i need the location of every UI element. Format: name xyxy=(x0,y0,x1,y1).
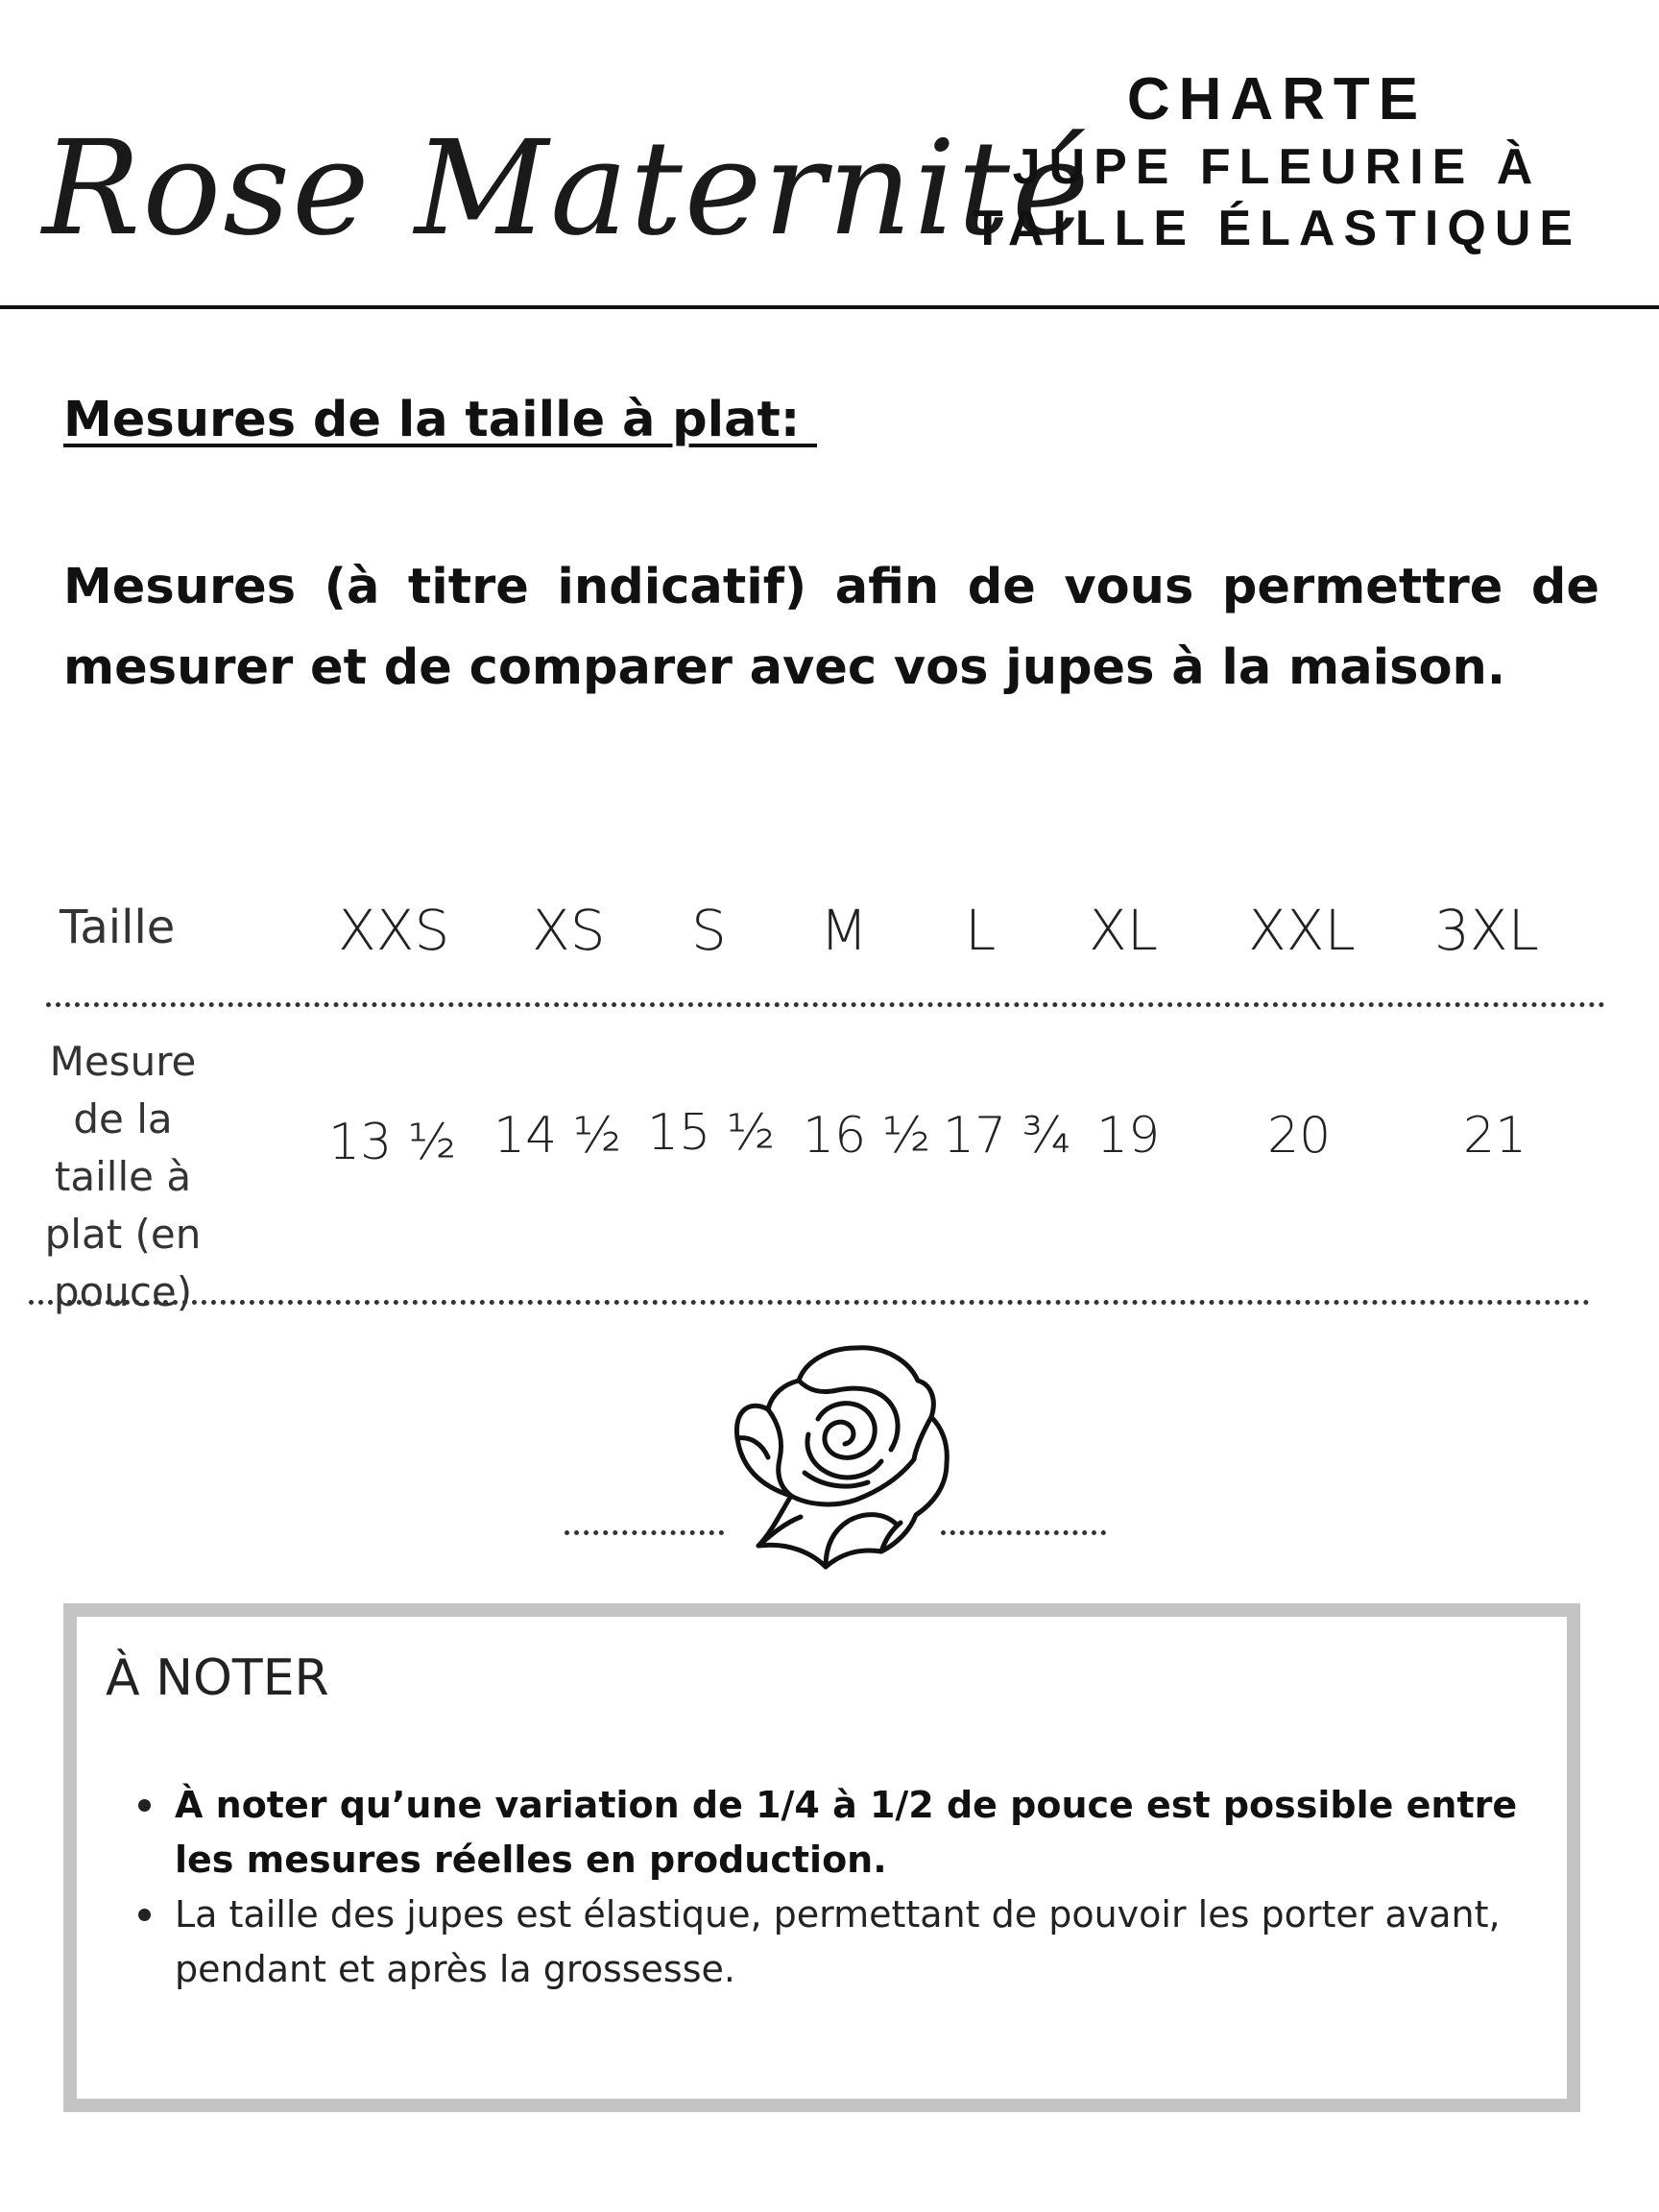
measure-cell: 17 ¾ xyxy=(943,1107,1071,1165)
size-cell: 3XL xyxy=(1434,898,1539,963)
measure-cell: 21 xyxy=(1463,1107,1527,1165)
measure-cell: 16 ½ xyxy=(803,1107,931,1165)
chart-title-line2: JUPE FLEURIE À xyxy=(1012,139,1542,195)
size-row-label: Taille xyxy=(60,901,176,954)
chart-title xyxy=(941,63,1613,259)
brand-logo xyxy=(42,91,1092,283)
table-divider xyxy=(29,1300,1590,1305)
size-cell: XL xyxy=(1089,898,1159,963)
measure-cell: 19 xyxy=(1096,1107,1161,1165)
measure-row-label: Mesure de la taille à plat (en pouce) xyxy=(44,1038,202,1315)
section-title: Mesures de la taille à plat: xyxy=(63,392,818,448)
size-cell: M xyxy=(820,898,869,963)
note-list xyxy=(138,1778,1540,1997)
header-divider xyxy=(0,305,1659,309)
table-divider xyxy=(46,1002,1605,1007)
measure-cell: 14 ½ xyxy=(493,1107,622,1165)
note-box xyxy=(63,1603,1580,2112)
measure-cell: 13 ½ xyxy=(328,1114,457,1171)
intro-text: Mesures (à titre indicatif) afin de vous permettre de mesurer et de comparer avec vos jupes à la maison. xyxy=(63,559,1599,696)
rose-icon xyxy=(712,1342,972,1573)
note-item: La taille des jupes est élastique, permettant de pouvoir les porter avant, pendant et après la grossesse. xyxy=(138,1887,1540,1997)
brand-logo-text: Rose Maternité xyxy=(42,113,1092,265)
chart-title-line1: CHARTE xyxy=(1126,66,1428,132)
chart-title-line3: TAILLE ÉLASTIQUE xyxy=(972,201,1582,256)
measure-cell: 15 ½ xyxy=(647,1104,776,1162)
size-cell: S xyxy=(691,898,727,963)
size-cell: XS xyxy=(532,898,606,963)
rose-decoration xyxy=(557,1342,1114,1573)
note-item: À noter qu’une variation de 1/4 à 1/2 de pouce est possible entre les mesures réelles en production. xyxy=(138,1778,1540,1887)
size-cell: L xyxy=(965,898,997,963)
note-title: À NOTER xyxy=(106,1649,329,1707)
size-cell: XXS xyxy=(338,898,450,963)
measure-cell: 20 xyxy=(1267,1107,1332,1165)
size-cell: XXL xyxy=(1248,898,1356,963)
decor-dots-left xyxy=(565,1530,724,1535)
